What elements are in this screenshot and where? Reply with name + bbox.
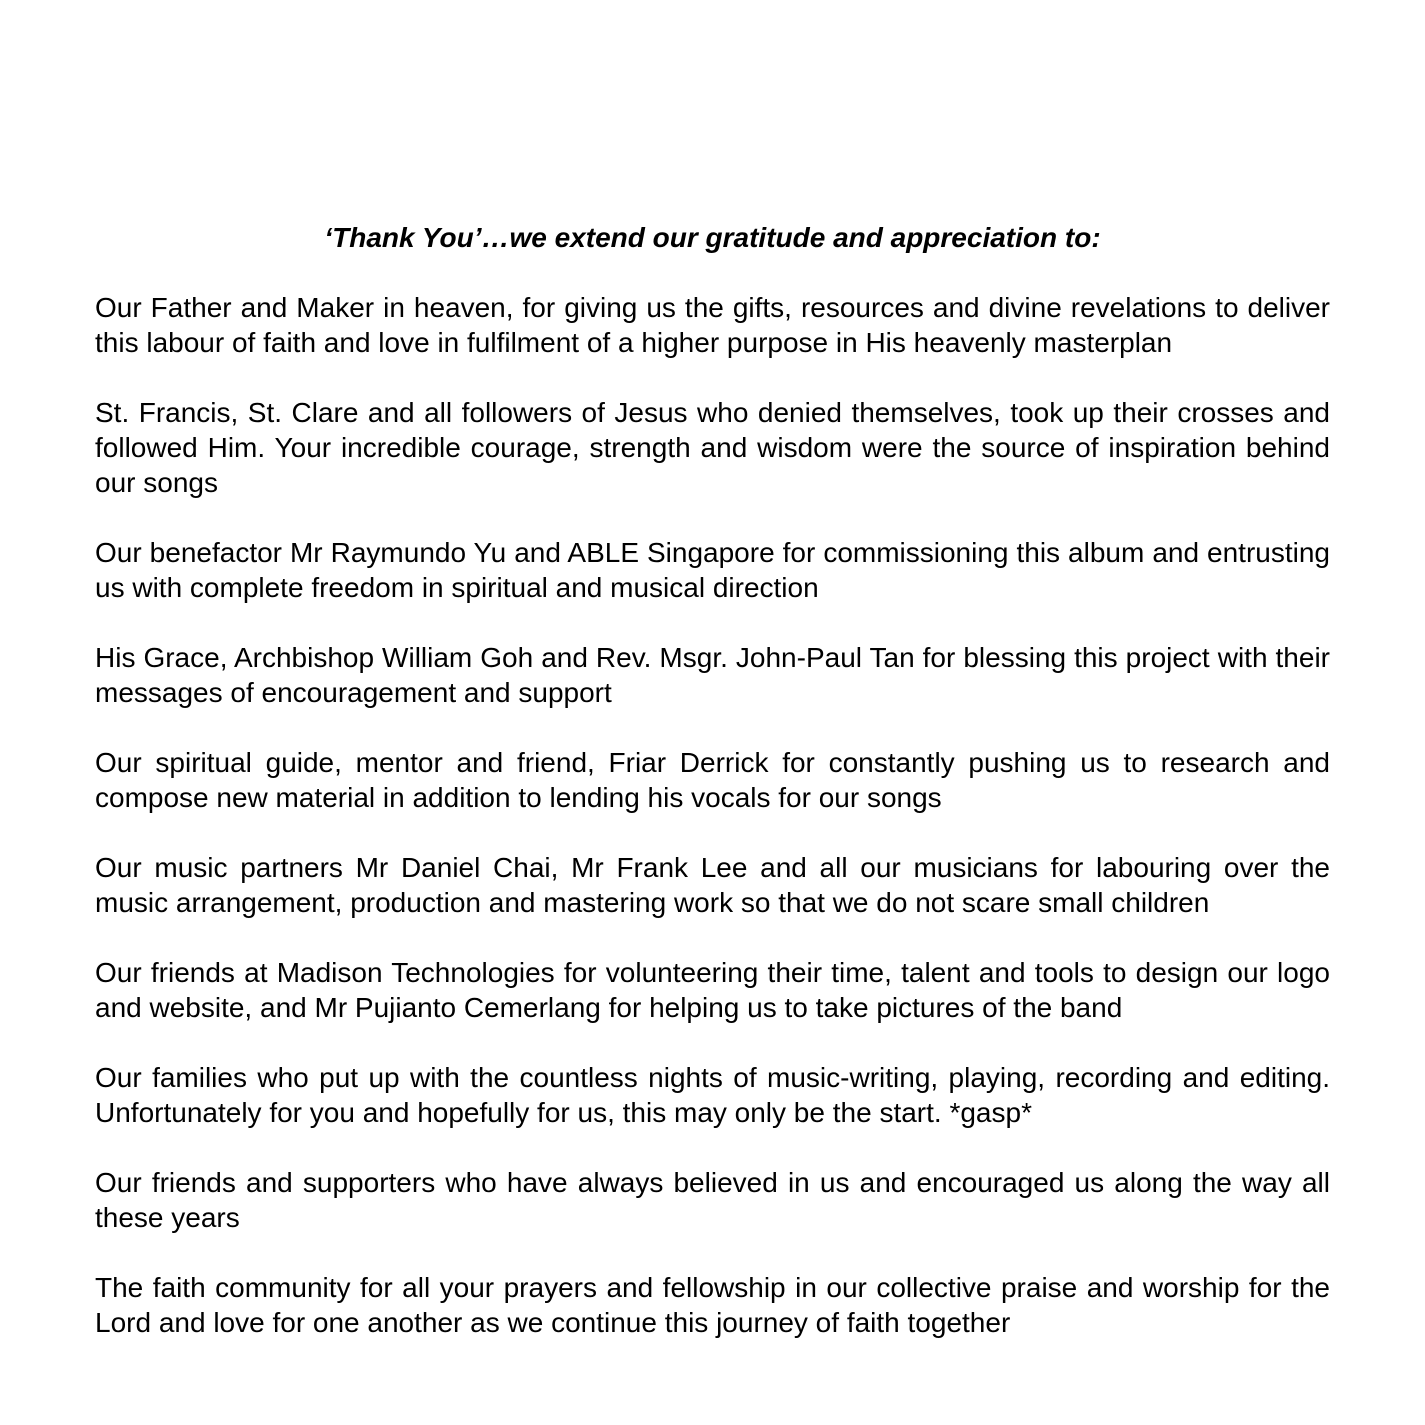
page-title: ‘Thank You’…we extend our gratitude and appreciation to: bbox=[324, 222, 1101, 253]
paragraph-acknowledgement-clergy: His Grace, Archbishop William Goh and Rev. Msgr. John-Paul Tan for blessing this project with their messages of encouragement and support bbox=[95, 642, 1330, 708]
paragraph-acknowledgement-faith-community: The faith community for all your prayers and fellowship in our collective praise and worship for the Lord and love for one another as we continue this journey of faith together bbox=[95, 1272, 1330, 1338]
paragraph-acknowledgement-benefactor: Our benefactor Mr Raymundo Yu and ABLE Singapore for commissioning this album and entrusting us with complete freedom in spiritual and musical direction bbox=[95, 537, 1330, 603]
paragraph-acknowledgement-father: Our Father and Maker in heaven, for giving us the gifts, resources and divine revelations to deliver this labour of faith and love in fulfilment of a higher purpose in His heavenly masterplan bbox=[95, 292, 1330, 358]
paragraph-acknowledgement-design-friends: Our friends at Madison Technologies for volunteering their time, talent and tools to design our logo and website, and Mr Pujianto Cemerlang for helping us to take pictures of the band bbox=[95, 957, 1330, 1023]
paragraph-acknowledgement-music-partners: Our music partners Mr Daniel Chai, Mr Frank Lee and all our musicians for labouring over the music arrangement, production and mastering work so that we do not scare small children bbox=[95, 852, 1330, 918]
paragraph-acknowledgement-families: Our families who put up with the countless nights of music-writing, playing, recording and editing. Unfortunately for you and hopefully for us, this may only be the start. *gasp* bbox=[95, 1062, 1330, 1128]
paragraph-acknowledgement-spiritual-guide: Our spiritual guide, mentor and friend, Friar Derrick for constantly pushing us to research and compose new material in addition to lending his vocals for our songs bbox=[95, 747, 1330, 813]
paragraph-acknowledgement-saints: St. Francis, St. Clare and all followers of Jesus who denied themselves, took up their crosses and followed Him. Your incredible courage, strength and wisdom were the source of inspiration behind our songs bbox=[95, 397, 1330, 498]
paragraph-acknowledgement-supporters: Our friends and supporters who have always believed in us and encouraged us along the way all these years bbox=[95, 1167, 1330, 1233]
